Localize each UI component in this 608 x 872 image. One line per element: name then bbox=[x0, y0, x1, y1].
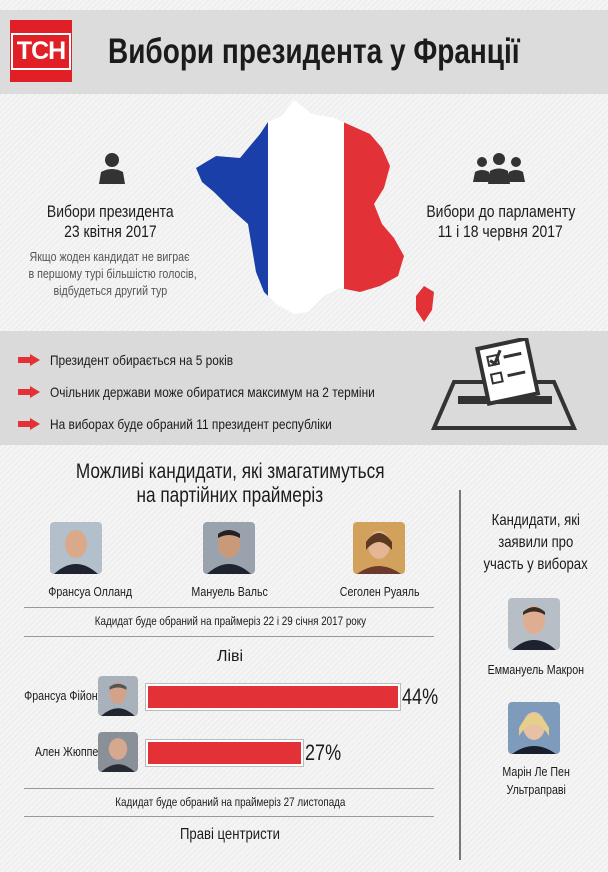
right-primary-note: Кадидат буде обраний на праймеріз 27 листопада bbox=[114, 795, 346, 809]
france-map bbox=[194, 96, 444, 328]
pres-title: Вибори президента bbox=[46, 202, 174, 221]
candidates-heading-2: на партійних праймеріз bbox=[136, 484, 324, 507]
declared-heading-3: участь у виборах bbox=[483, 556, 589, 573]
arrow-right-icon bbox=[30, 386, 40, 398]
column-divider bbox=[459, 490, 461, 860]
macron-photo bbox=[508, 598, 560, 650]
declared-party: Ультраправі bbox=[506, 782, 566, 797]
left-primary-note: Кадидат буде обраний на праймеріз 22 і 29 січня 2017 року bbox=[94, 614, 366, 628]
hollande-photo bbox=[50, 522, 102, 574]
declared-heading-2: заявили про bbox=[498, 534, 574, 551]
candidates-heading-1: Можливі кандидати, які змагатимуться bbox=[75, 460, 385, 483]
candidate-name: Франсуа Олланд bbox=[48, 584, 132, 599]
pres-note-1: Якщо жоден кандидат не виграє bbox=[30, 249, 190, 264]
fact-item: Очільник держави може обиратися максимум на 2 терміни bbox=[18, 384, 432, 400]
pres-note-3: відбудеться другий тур bbox=[53, 283, 167, 298]
juppe-photo bbox=[98, 732, 138, 772]
bar bbox=[146, 684, 400, 710]
divider bbox=[24, 607, 434, 608]
candidate-name: Мануель Вальс bbox=[191, 584, 269, 599]
parl-date: 11 і 18 червня 2017 bbox=[437, 222, 563, 241]
logo-text: ТСН bbox=[11, 33, 71, 70]
divider bbox=[24, 816, 434, 817]
declared-name: Еммануель Макрон bbox=[487, 662, 585, 677]
candidate-name: Сеголен Руаяль bbox=[340, 584, 420, 599]
bar-value-label: 27% bbox=[305, 740, 342, 765]
left-label: Ліві bbox=[216, 648, 244, 665]
fact-item: На виборах буде обраний 11 президент республіки bbox=[18, 416, 381, 432]
pres-note-2: в першому турі більшістю голосів, bbox=[28, 266, 197, 281]
fillon-photo bbox=[98, 676, 138, 716]
royal-photo bbox=[353, 522, 405, 574]
right-center-label: Праві центристи bbox=[179, 826, 280, 843]
fact-item: Президент обирається на 5 років bbox=[18, 352, 265, 368]
valls-photo bbox=[203, 522, 255, 574]
person-icon bbox=[96, 152, 128, 184]
ballot-box-icon bbox=[424, 338, 584, 432]
declared-name: Марін Ле Пен bbox=[502, 764, 570, 779]
divider bbox=[24, 788, 434, 789]
bar bbox=[146, 740, 303, 766]
divider bbox=[24, 636, 434, 637]
pres-date: 23 квітня 2017 bbox=[63, 222, 157, 241]
page-title: Вибори президента у Франції bbox=[108, 32, 520, 71]
arrow-right-icon bbox=[30, 418, 40, 430]
tsn-logo bbox=[10, 20, 72, 82]
arrow-right-icon bbox=[30, 354, 40, 366]
group-icon bbox=[472, 152, 526, 184]
declared-heading-1: Кандидати, які bbox=[491, 512, 581, 529]
lepen-photo bbox=[508, 702, 560, 754]
corsica bbox=[416, 286, 434, 322]
parl-title: Вибори до парламенту bbox=[426, 202, 576, 221]
bar-value-label: 44% bbox=[402, 684, 439, 709]
bar-name: Ален Жюппе bbox=[34, 744, 98, 759]
bar-name: Франсуа Фійон bbox=[24, 688, 98, 703]
